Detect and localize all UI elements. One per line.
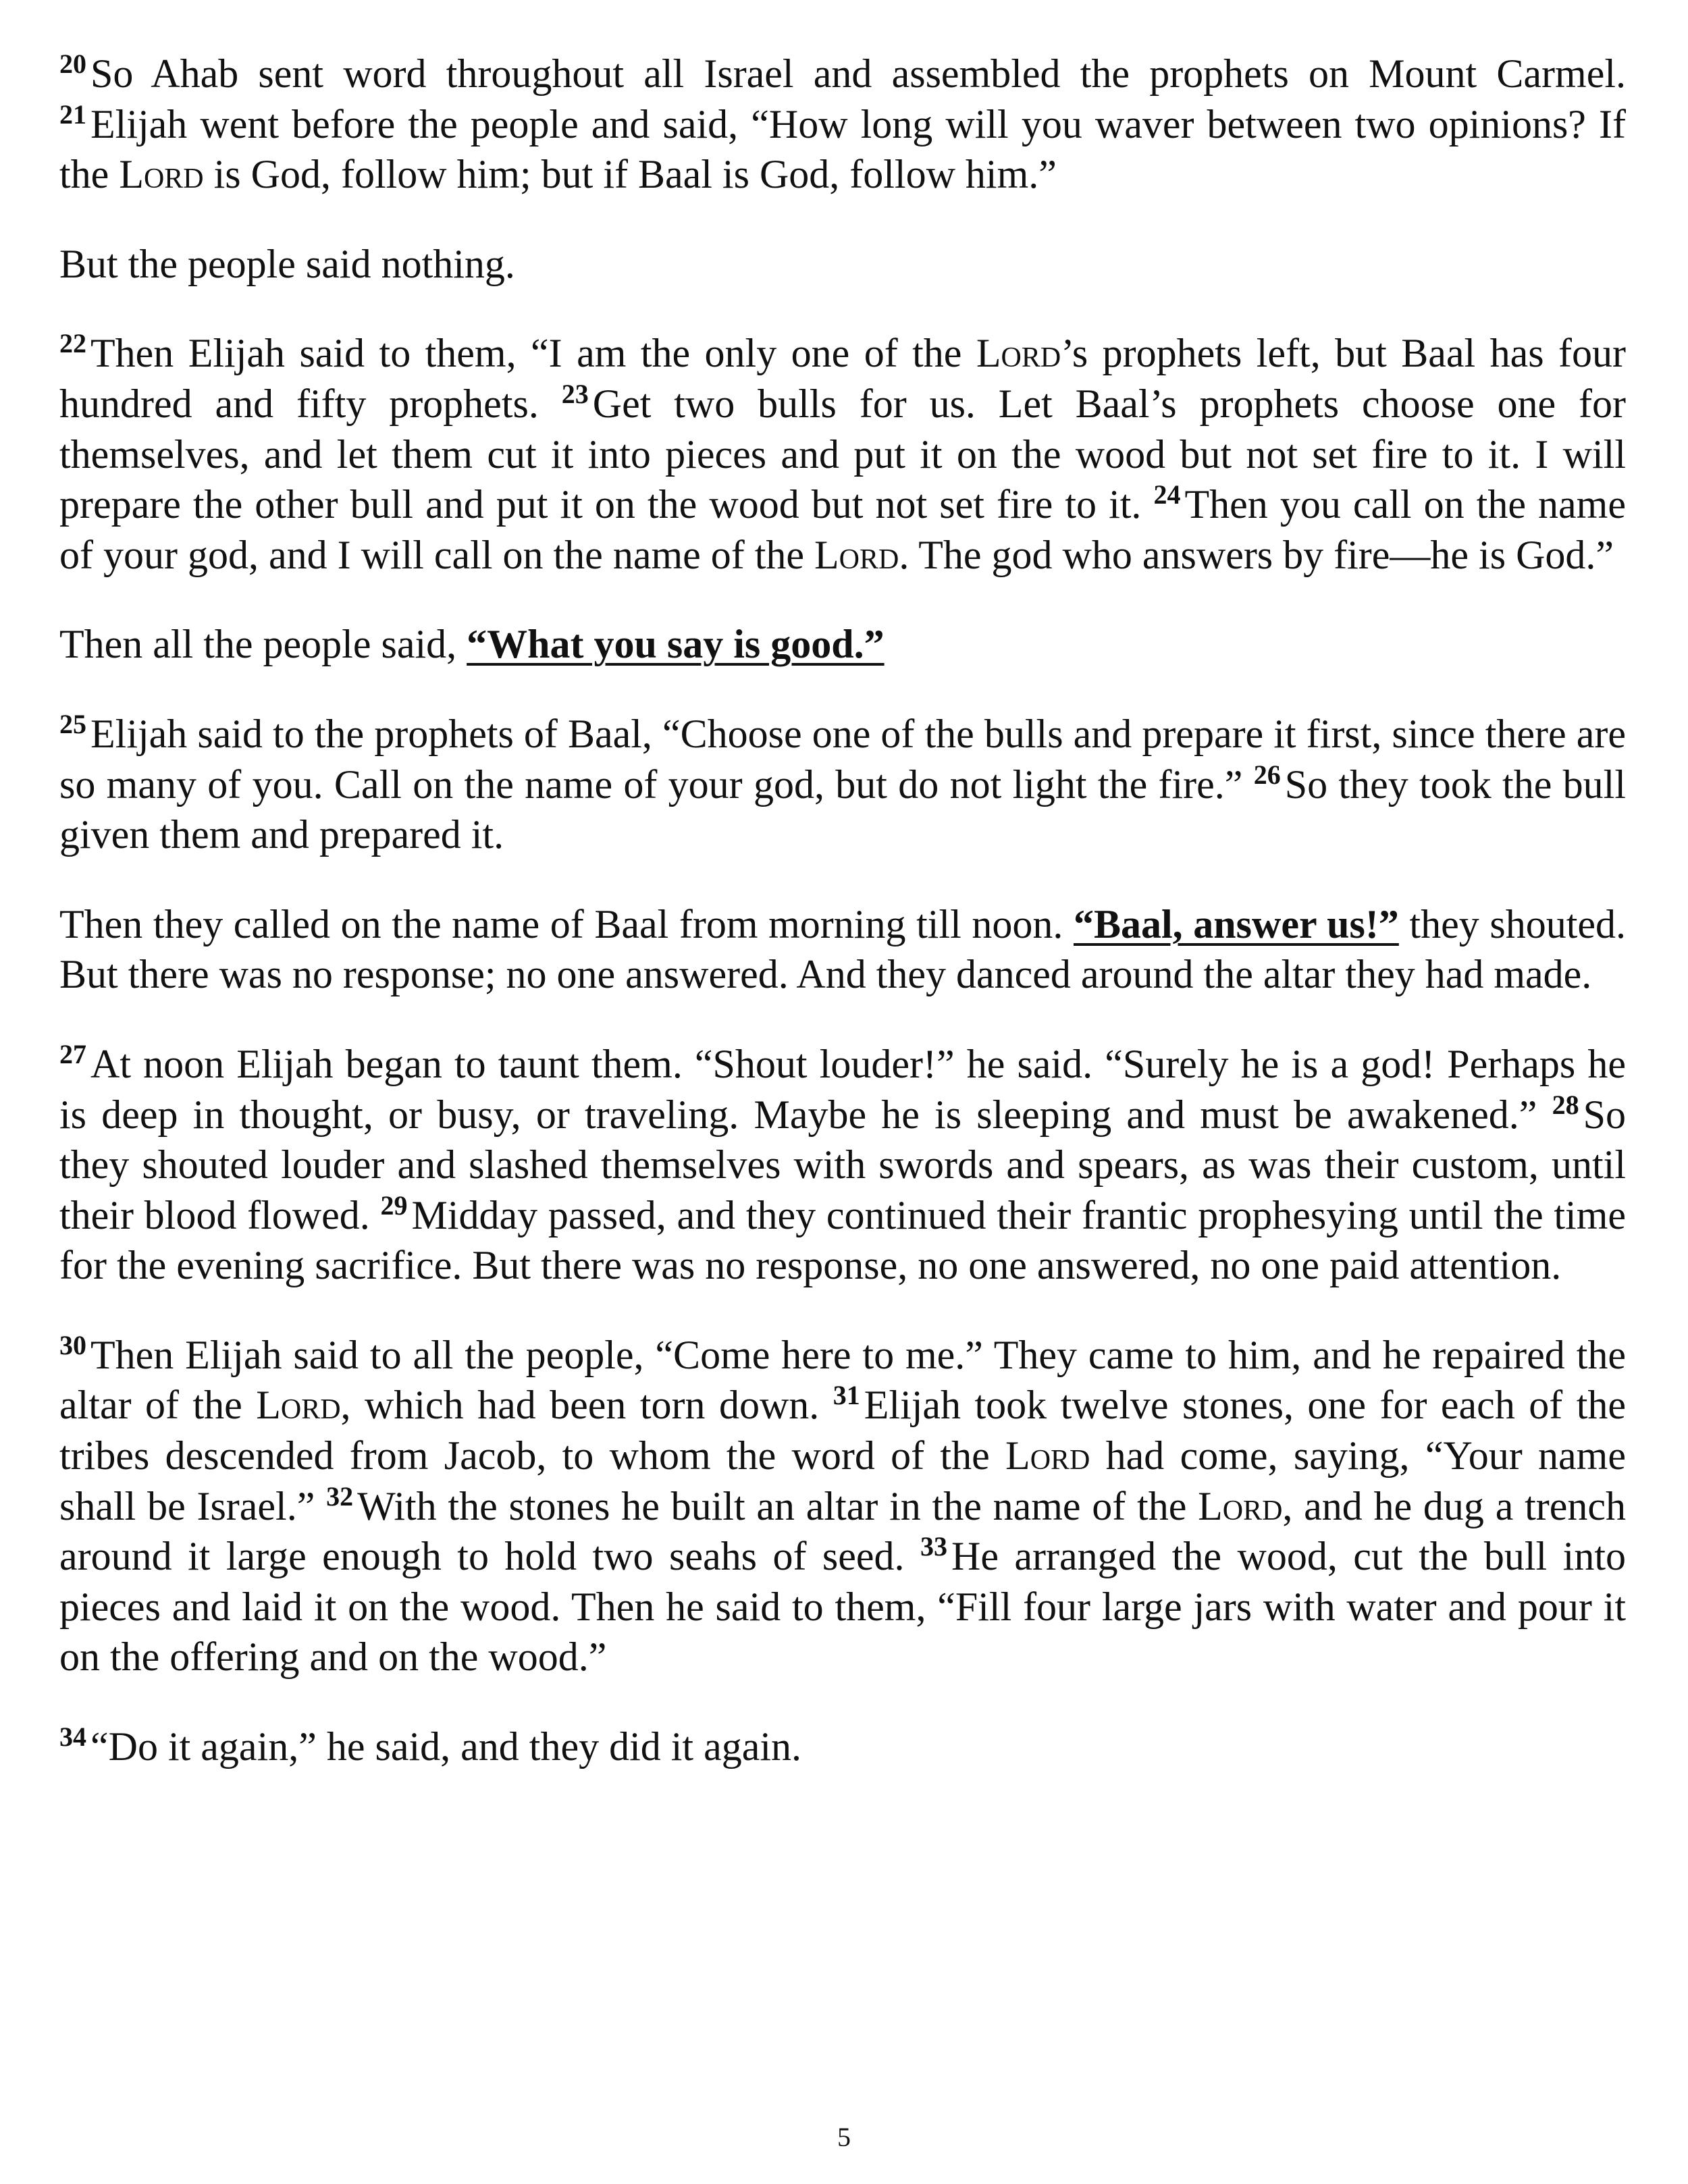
paragraph-text: Elijah said to the prophets of Baal, “Choose one of the bulls and prepare it first, since there are so many of you. Call on the name of your god, but do not light the fire.” — [59, 711, 1626, 807]
emphasized-quote: “Baal, answer us!” — [1073, 901, 1399, 947]
verse-number: 29 — [380, 1190, 408, 1221]
paragraph-text: So Ahab sent word throughout all Israel and assembled the prophets on Mount Carmel. — [90, 51, 1626, 96]
verse-number: 24 — [1153, 479, 1181, 510]
paragraph-text: So they took the bull given them and prepared it. — [59, 762, 1626, 857]
verse-number: 21 — [59, 99, 86, 130]
paragraph — [59, 328, 1626, 580]
paragraph-text: , and he dug a trench around it large enough to hold two seahs of seed. — [59, 1483, 1626, 1579]
paragraph-text: With the stones he built an altar in the name of the — [357, 1483, 1198, 1528]
verse-number: 33 — [920, 1531, 947, 1562]
paragraph-text: , which had been torn down. — [340, 1383, 833, 1428]
verse-number: 20 — [59, 49, 86, 79]
paragraph-text: “Do it again,” he said, and they did it again. — [90, 1724, 802, 1769]
page-number: 5 — [837, 2122, 851, 2152]
paragraph-text: had come, saying, “Your name shall be Israel.” — [59, 1433, 1626, 1528]
verse-number: 25 — [59, 708, 86, 739]
paragraph-text: He arranged the wood, cut the bull into pieces and laid it on the wood. Then he said to them, “Fill four large jars with water and pour it on the offering and on the wood.” — [59, 1534, 1626, 1680]
paragraph-text: ’s prophets left, but Baal has four hundred and fifty prophets. — [59, 331, 1626, 426]
paragraph-text: . The god who answers by fire—he is God.” — [899, 532, 1614, 577]
paragraph — [59, 239, 1626, 290]
divine-name: Lord — [1198, 1483, 1283, 1528]
paragraph-text: Then they called on the name of Baal from morning till noon. — [59, 901, 1074, 947]
paragraph-text: they shouted. But there was no response; no one answered. And they danced around the altar they had made. — [59, 901, 1626, 997]
paragraph — [59, 1039, 1626, 1291]
paragraph-text: Elijah went before the people and said, “How long will you waver between two opinions? If the — [59, 101, 1626, 197]
document-page — [59, 49, 1626, 1811]
verse-number: 27 — [59, 1038, 86, 1069]
paragraph — [59, 49, 1626, 200]
verse-number: 23 — [561, 378, 589, 409]
verse-number: 28 — [1552, 1089, 1579, 1120]
divine-name: Lord — [1005, 1433, 1090, 1479]
verse-number: 22 — [59, 328, 86, 359]
paragraph — [59, 709, 1626, 860]
paragraph-text: Elijah took twelve stones, one for each of the tribes descended from Jacob, to whom the word of the — [59, 1383, 1626, 1479]
paragraph-text: Then Elijah said to them, “I am the only one of the — [90, 331, 976, 376]
emphasized-quote: “What you say is good.” — [467, 622, 885, 667]
paragraph — [59, 619, 1626, 670]
paragraph-text: Get two bulls for us. Let Baal’s prophets choose one for themselves, and let them cut it into pieces and put it on the wood but not set fire to it. I will prepare the other bull and put it on the wood but not set fire to it. — [59, 381, 1626, 527]
verse-number: 26 — [1253, 759, 1281, 790]
paragraph-text: At noon Elijah began to taunt them. “Shout louder!” he said. “Surely he is a god! Perhaps he is deep in thought, or busy, or traveling. Maybe he is sleeping and must be awakened.” — [59, 1041, 1626, 1137]
paragraph-text: Then you call on the name of your god, and I will call on the name of the — [59, 482, 1626, 577]
verse-number: 32 — [326, 1481, 354, 1512]
paragraph-text: But the people said nothing. — [59, 241, 515, 286]
paragraph-text: is God, follow him; but if Baal is God, follow him.” — [203, 152, 1057, 197]
paragraph — [59, 899, 1626, 1000]
verse-number: 34 — [59, 1722, 86, 1753]
divine-name: Lord — [976, 331, 1061, 376]
verse-number: 30 — [59, 1329, 86, 1360]
paragraph-text: Then all the people said, — [59, 622, 467, 667]
paragraph — [59, 1722, 1626, 1772]
paragraph-text: Midday passed, and they continued their frantic prophesying until the time for the evening sacrifice. But there was no response, no one answered, no one paid attention. — [59, 1192, 1626, 1288]
divine-name: Lord — [119, 152, 204, 197]
paragraph — [59, 1330, 1626, 1682]
divine-name: Lord — [256, 1383, 341, 1428]
paragraph-text: So they shouted louder and slashed themselves with swords and spears, as was their custom, until their blood flowed. — [59, 1092, 1626, 1237]
verse-number: 31 — [833, 1380, 860, 1411]
paragraph-text: Then Elijah said to all the people, “Come here to me.” They came to him, and he repaired the altar of the — [59, 1332, 1626, 1428]
divine-name: Lord — [814, 532, 899, 577]
